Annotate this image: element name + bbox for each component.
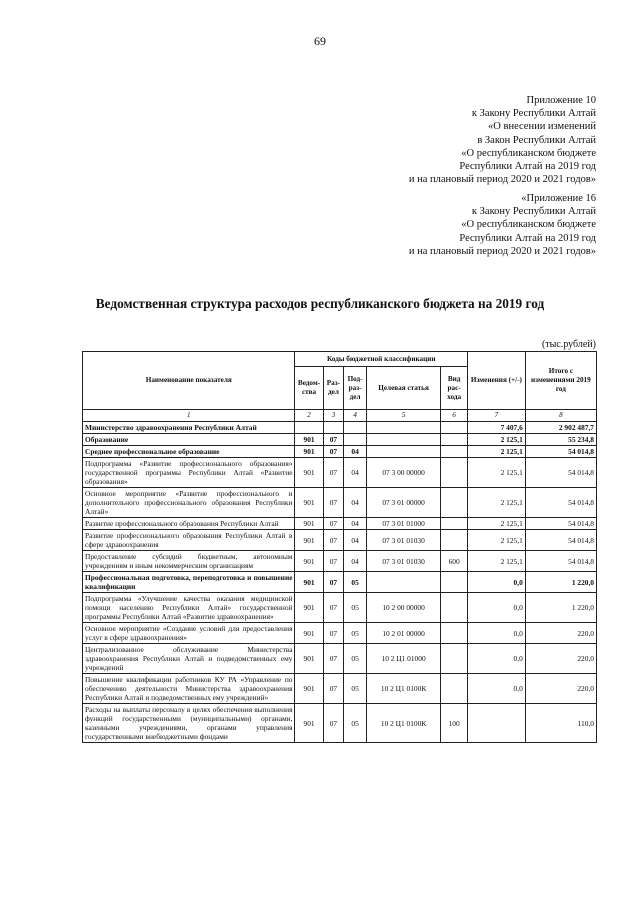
row-subsection-code: 05 <box>344 704 367 743</box>
annex-line: к Закону Республики Алтай <box>471 206 596 218</box>
row-section-code: 07 <box>323 530 344 551</box>
column-number: 6 <box>441 410 468 422</box>
column-number-row <box>83 410 597 422</box>
row-section-code: 07 <box>323 446 344 458</box>
row-change: 2 125,1 <box>468 530 526 551</box>
row-name: Централизованное обслуживание Министерства здравоохранения Республики Алтай и подведомственных ему учреждений <box>83 644 295 674</box>
row-ministry-code: 901 <box>295 572 323 593</box>
row-ministry-code: 901 <box>295 704 323 743</box>
row-total: 220,0 <box>525 623 596 644</box>
page-number: 69 <box>314 34 326 48</box>
document-title: Ведомственная структура расходов республиканского бюджета на 2019 год <box>95 296 545 311</box>
row-target-code: 10 2 00 00000 <box>366 593 440 623</box>
row-change: 2 125,1 <box>468 518 526 530</box>
row-name: Профессиональная подготовка, переподготовка и повышение квалификации <box>83 572 295 593</box>
annex-line: «Приложение 16 <box>521 193 596 204</box>
row-subsection-code: 05 <box>344 644 367 674</box>
annex-line: «О внесении изменений <box>488 121 596 133</box>
row-expense-type-code <box>441 674 468 704</box>
annex-line: и на плановый период 2020 и 2021 годов» <box>408 174 596 186</box>
row-total: 54 014,8 <box>525 551 596 572</box>
annex-line: к Закону Республики Алтай <box>471 108 596 120</box>
row-subsection-code: 05 <box>344 674 367 704</box>
row-target-code: 07 3 01 00000 <box>366 488 440 518</box>
row-change: 0,0 <box>468 593 526 623</box>
row-change: 2 125,1 <box>468 446 526 458</box>
table-row <box>83 518 597 530</box>
row-ministry-code: 901 <box>295 446 323 458</box>
row-change: 2 125,1 <box>468 458 526 488</box>
row-subsection-code: 05 <box>344 623 367 644</box>
row-change: 2 125,1 <box>468 551 526 572</box>
row-expense-type-code <box>441 530 468 551</box>
table-row <box>83 644 597 674</box>
header-change: Изменения (+/-) <box>468 352 526 410</box>
budget-table-body <box>83 422 597 743</box>
header-section: Раз-дел <box>323 367 344 410</box>
header-ministry: Ведом-ства <box>295 367 323 410</box>
column-number: 1 <box>83 410 295 422</box>
row-expense-type-code <box>441 458 468 488</box>
row-section-code: 07 <box>323 704 344 743</box>
row-name: Предоставление субсидий бюджетным, автономным учреждениям и иным некоммерческим организациям <box>83 551 295 572</box>
row-expense-type-code <box>441 446 468 458</box>
table-row <box>83 623 597 644</box>
row-subsection-code: 04 <box>344 488 367 518</box>
row-name: Министерство здравоохранения Республики Алтай <box>83 422 295 434</box>
row-total: 220,0 <box>525 674 596 704</box>
row-target-code <box>366 572 440 593</box>
row-change: 0,0 <box>468 623 526 644</box>
row-section-code: 07 <box>323 572 344 593</box>
column-number: 5 <box>366 410 440 422</box>
annex-line: в Закон Республики Алтай <box>477 134 596 146</box>
row-target-code: 07 3 01 01030 <box>366 551 440 572</box>
row-total: 54 014,8 <box>525 488 596 518</box>
annex-line: Приложение 10 <box>526 95 596 106</box>
row-name: Развитие профессионального образования Республики Алтай в сфере здравоохранения <box>83 530 295 551</box>
annex-line: «О республиканском бюджете <box>461 147 596 159</box>
row-section-code: 07 <box>323 551 344 572</box>
row-ministry-code: 901 <box>295 674 323 704</box>
row-change: 0,0 <box>468 572 526 593</box>
table-row <box>83 446 597 458</box>
row-ministry-code <box>295 422 323 434</box>
row-name: Основное мероприятие «Развитие профессионального и дополнительного профессионального образования Республики Алтай» <box>83 488 295 518</box>
row-target-code <box>366 422 440 434</box>
row-ministry-code: 901 <box>295 593 323 623</box>
table-row <box>83 674 597 704</box>
row-name: Расходы на выплаты персоналу в целях обеспечения выполнения функций государственными (муниципальными) органами, казенными учреждениями, органами управления государственными внебюджетными фондами <box>83 704 295 743</box>
row-total: 1 220,0 <box>525 572 596 593</box>
row-section-code: 07 <box>323 593 344 623</box>
row-ministry-code: 901 <box>295 458 323 488</box>
row-ministry-code: 901 <box>295 530 323 551</box>
row-section-code: 07 <box>323 674 344 704</box>
row-expense-type-code <box>441 644 468 674</box>
header-total: Итого с изменениями 2019 год <box>525 352 596 410</box>
row-total: 1 220,0 <box>525 593 596 623</box>
row-target-code <box>366 446 440 458</box>
row-expense-type-code: 100 <box>441 704 468 743</box>
table-row <box>83 593 597 623</box>
row-ministry-code: 901 <box>295 623 323 644</box>
row-name: Подпрограмма «Улучшение качества оказания медицинской помощи населению Республики Алтай» государственной программы Республики Алтай «Развитие здравоохранения» <box>83 593 295 623</box>
row-change: 0,0 <box>468 644 526 674</box>
row-name: Повышение квалификации работников КУ РА «Управление по обеспечению деятельности Министерства здравоохранения Республики Алтай и подведомственных ему учреждений» <box>83 674 295 704</box>
table-row <box>83 458 597 488</box>
row-target-code: 07 3 01 01000 <box>366 518 440 530</box>
header-subsection: Под-раз-дел <box>344 367 367 410</box>
row-target-code: 10 2 Ц1 0100К <box>366 704 440 743</box>
annex-line: Республики Алтай на 2019 год <box>459 232 596 244</box>
row-section-code: 07 <box>323 644 344 674</box>
row-subsection-code: 04 <box>344 458 367 488</box>
row-change: 0,0 <box>468 674 526 704</box>
header-codes: Коды бюджетной классификации <box>295 352 468 367</box>
row-target-code: 10 2 Ц1 0100К <box>366 674 440 704</box>
header-name: Наименование показателя <box>83 352 295 410</box>
annex-line: и на плановый период 2020 и 2021 годов» <box>408 245 596 257</box>
row-section-code: 07 <box>323 623 344 644</box>
row-change: 2 125,1 <box>468 488 526 518</box>
row-expense-type-code: 600 <box>441 551 468 572</box>
row-expense-type-code <box>441 488 468 518</box>
row-section-code: 07 <box>323 488 344 518</box>
row-expense-type-code <box>441 572 468 593</box>
header-target: Целевая статья <box>366 367 440 410</box>
budget-table <box>82 351 597 743</box>
row-change: 7 407,6 <box>468 422 526 434</box>
row-total: 55 234,8 <box>525 434 596 446</box>
row-name: Основное мероприятие «Создание условий для предоставления услуг в сфере здравоохранения» <box>83 623 295 644</box>
row-subsection-code <box>344 434 367 446</box>
row-section-code: 07 <box>323 518 344 530</box>
annex-line: Республики Алтай на 2019 год <box>459 161 596 173</box>
row-target-code: 07 3 01 01030 <box>366 530 440 551</box>
row-subsection-code: 05 <box>344 593 367 623</box>
row-expense-type-code <box>441 422 468 434</box>
annex-original-block <box>409 192 596 258</box>
row-total: 54 014,8 <box>525 530 596 551</box>
row-section-code <box>323 422 344 434</box>
row-expense-type-code <box>441 518 468 530</box>
row-name: Развитие профессионального образования Республики Алтай <box>83 518 295 530</box>
row-name: Среднее профессиональное образование <box>83 446 295 458</box>
row-section-code: 07 <box>323 458 344 488</box>
row-ministry-code: 901 <box>295 644 323 674</box>
row-ministry-code: 901 <box>295 434 323 446</box>
row-expense-type-code <box>441 623 468 644</box>
row-subsection-code: 04 <box>344 446 367 458</box>
row-total: 54 014,8 <box>525 518 596 530</box>
row-name: Подпрограмма «Развитие профессионального образования» государственной программы Республики Алтай «Развитие образования» <box>83 458 295 488</box>
row-expense-type-code <box>441 434 468 446</box>
row-target-code: 10 2 01 00000 <box>366 623 440 644</box>
row-total: 54 014,8 <box>525 446 596 458</box>
column-number: 7 <box>468 410 526 422</box>
row-target-code: 10 2 Ц1 01000 <box>366 644 440 674</box>
table-row <box>83 434 597 446</box>
row-total: 2 902 487,7 <box>525 422 596 434</box>
row-section-code: 07 <box>323 434 344 446</box>
column-number: 8 <box>525 410 596 422</box>
row-ministry-code: 901 <box>295 551 323 572</box>
row-name: Образование <box>83 434 295 446</box>
row-change: 2 125,1 <box>468 434 526 446</box>
annex-line: «О республиканском бюджете <box>461 219 596 231</box>
row-subsection-code: 04 <box>344 551 367 572</box>
table-row <box>83 422 597 434</box>
table-row <box>83 704 597 743</box>
row-subsection-code: 04 <box>344 530 367 551</box>
row-target-code: 07 3 00 00000 <box>366 458 440 488</box>
table-row <box>83 572 597 593</box>
unit-label: (тыс.рублей) <box>541 339 596 350</box>
row-total: 54 014,8 <box>525 458 596 488</box>
row-target-code <box>366 434 440 446</box>
row-total: 220,0 <box>525 644 596 674</box>
row-expense-type-code <box>441 593 468 623</box>
row-ministry-code: 901 <box>295 518 323 530</box>
row-total: 110,0 <box>525 704 596 743</box>
row-subsection-code: 05 <box>344 572 367 593</box>
column-number: 2 <box>295 410 323 422</box>
table-row <box>83 551 597 572</box>
row-ministry-code: 901 <box>295 488 323 518</box>
row-subsection-code <box>344 422 367 434</box>
table-row <box>83 488 597 518</box>
annex-current-block <box>409 94 596 186</box>
column-number: 4 <box>344 410 367 422</box>
row-subsection-code: 04 <box>344 518 367 530</box>
table-row <box>83 530 597 551</box>
row-change <box>468 704 526 743</box>
column-number: 3 <box>323 410 344 422</box>
header-expense-type: Вид рас-хода <box>441 367 468 410</box>
